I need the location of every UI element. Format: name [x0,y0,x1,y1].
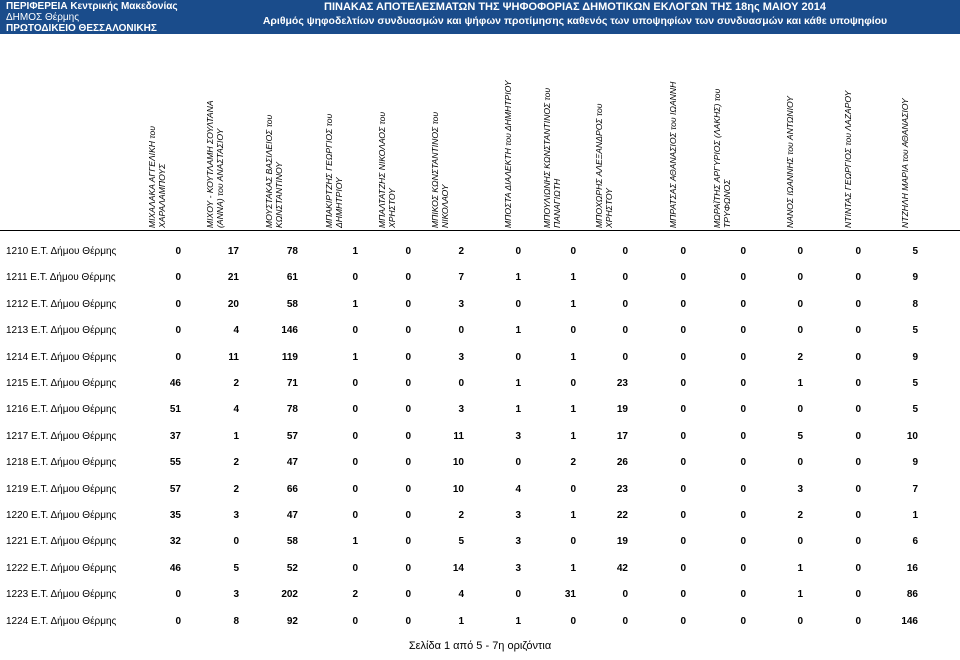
vote-count-cell: 51 [169,404,181,416]
vote-count-cell: 0 [458,378,464,389]
vote-count-cell: 0 [233,536,239,548]
vote-count-cell: 17 [616,430,628,442]
vote-count-cell: 17 [227,246,239,257]
vote-count-cell: 1 [233,430,239,442]
vote-count-cell: 0 [352,457,358,469]
polling-station-label: 1224 Ε.Τ. Δήμου Θέρμης [6,615,117,627]
vote-count-cell: 0 [855,483,861,495]
vote-count-cell: 0 [570,246,576,257]
candidate-name-line1: ΝΤΙΝΤΑΣ ΓΕΩΡΓΙΟΣ του ΛΑΖΑΡΟΥ [843,90,853,228]
vote-count-cell: 0 [175,272,181,284]
vote-count-cell: 0 [515,351,521,363]
vote-count-cell: 4 [458,589,464,601]
vote-count-cell: 0 [622,298,628,310]
candidate-header [542,34,560,230]
vote-count-cell: 0 [352,378,358,389]
vote-count-cell: 0 [352,404,358,416]
vote-count-cell: 0 [352,615,358,627]
vote-count-cell: 0 [405,536,411,548]
candidate-header [377,34,395,230]
polling-station-label: 1221 Ε.Τ. Δήμου Θέρμης [6,536,117,548]
vote-count-cell: 35 [169,510,181,521]
vote-count-cell: 146 [901,615,918,627]
vote-count-cell: 0 [352,325,358,337]
vote-count-cell: 0 [405,272,411,284]
vote-count-cell: 9 [912,351,918,363]
vote-count-cell: 0 [797,615,803,627]
vote-count-cell: 5 [458,536,464,548]
vote-count-cell: 0 [405,325,411,337]
vote-count-cell: 0 [680,589,686,601]
vote-count-cell: 0 [570,325,576,337]
header-bar [0,0,960,34]
vote-count-cell: 0 [680,562,686,574]
vote-count-cell: 3 [515,536,521,548]
vote-count-cell: 3 [515,430,521,442]
vote-count-cell: 0 [855,510,861,521]
vote-count-cell: 0 [740,351,746,363]
candidate-name-line2: ΤΡΥΦΩΝΟΣ [722,179,732,228]
candidate-header [775,34,793,230]
vote-count-cell: 0 [855,536,861,548]
vote-count-cell: 31 [564,589,576,601]
vote-count-cell: 0 [175,615,181,627]
vote-count-cell: 0 [680,325,686,337]
vote-count-cell: 2 [570,457,576,469]
header-divider [0,230,960,231]
candidate-name-line1: ΜΠΙΚΟΣ ΚΩΝΣΤΑΝΤΙΝΟΣ του [430,111,440,228]
vote-count-cell: 0 [405,562,411,574]
vote-count-cell: 4 [233,325,239,337]
vote-count-cell: 2 [797,351,803,363]
vote-count-cell: 0 [622,589,628,601]
page-footer: Σελίδα 1 από 5 - 7η οριζόντια [408,640,552,652]
table-row [0,529,960,555]
vote-count-cell: 0 [740,325,746,337]
vote-count-cell: 26 [616,457,628,469]
vote-count-cell: 22 [616,510,628,521]
candidate-header [147,34,165,230]
vote-count-cell: 0 [740,510,746,521]
vote-count-cell: 9 [912,272,918,284]
vote-count-cell: 23 [616,483,628,495]
vote-count-cell: 1 [515,404,521,416]
vote-count-cell: 19 [616,536,628,548]
vote-count-cell: 0 [570,536,576,548]
candidate-name-line1: ΜΟΥΣΤΑΚΑΣ ΒΑΣΙΛΕΙΟΣ του [264,114,274,228]
vote-count-cell: 5 [912,325,918,337]
vote-count-cell: 0 [570,483,576,495]
vote-count-cell: 3 [458,298,464,310]
candidate-name-line2: ΝΙΚΟΛΑΟΥ [440,184,450,228]
vote-count-cell: 9 [912,457,918,469]
vote-count-cell: 2 [458,510,464,521]
vote-count-cell: 0 [740,615,746,627]
vote-count-cell: 2 [797,510,803,521]
vote-count-cell: 0 [740,430,746,442]
vote-count-cell: 0 [175,351,181,363]
vote-count-cell: 0 [515,457,521,469]
vote-count-cell: 7 [912,483,918,495]
vote-count-cell: 0 [740,298,746,310]
vote-count-cell: 0 [740,404,746,416]
table-row [0,556,960,582]
table-row [0,292,960,318]
vote-count-cell: 5 [233,562,239,574]
candidate-name-line2: (ΑΝΝΑ) του ΑΝΑΣΤΑΣΙΟΥ [215,128,225,228]
polling-station-label: 1216 Ε.Τ. Δήμου Θέρμης [6,404,117,416]
vote-count-cell: 0 [740,562,746,574]
vote-count-cell: 0 [175,246,181,257]
vote-count-cell: 1 [797,589,803,601]
candidate-header [890,34,908,230]
table-row [0,371,960,397]
vote-count-cell: 21 [227,272,239,284]
vote-count-cell: 0 [855,378,861,389]
vote-count-cell: 0 [855,351,861,363]
vote-count-cell: 0 [458,325,464,337]
vote-count-cell: 0 [797,298,803,310]
vote-count-cell: 2 [233,457,239,469]
vote-count-cell: 11 [228,351,239,363]
vote-count-cell: 1 [570,351,576,363]
vote-count-cell: 0 [740,246,746,257]
vote-count-cell: 8 [912,298,918,310]
vote-count-cell: 0 [797,246,803,257]
vote-count-cell: 0 [515,589,521,601]
polling-station-label: 1219 Ε.Τ. Δήμου Θέρμης [6,483,117,495]
vote-count-cell: 66 [286,483,298,495]
table-row [0,318,960,344]
vote-count-cell: 3 [515,562,521,574]
vote-count-cell: 42 [616,562,628,574]
vote-count-cell: 47 [286,510,298,521]
vote-count-cell: 7 [458,272,464,284]
candidate-header [264,34,282,230]
table-row [0,345,960,371]
vote-count-cell: 2 [458,246,464,257]
vote-count-cell: 19 [616,404,628,416]
candidate-name-line1: ΜΙΧΟΥ - ΚΟΥΤΛΑΜΗ ΣΟΥΛΤΑΝΑ [205,100,215,228]
vote-count-cell: 2 [352,589,358,601]
candidate-name-line1: ΜΠΡΑΤΣΑΣ ΑΘΑΝΑΣΙΟΣ του ΙΩΑΝΝΗ [668,81,678,228]
vote-count-cell: 3 [797,483,803,495]
polling-station-label: 1223 Ε.Τ. Δήμου Θέρμης [6,589,117,601]
vote-count-cell: 0 [740,536,746,548]
vote-count-cell: 58 [286,298,298,310]
vote-count-cell: 0 [175,298,181,310]
candidate-name-line1: ΜΠΟΥΛΙΩΝΗΣ ΚΩΝΣΤΑΝΤΙΝΟΣ του [542,87,552,228]
vote-count-cell: 0 [405,404,411,416]
vote-count-cell: 0 [740,483,746,495]
candidate-header [324,34,342,230]
vote-count-cell: 0 [680,430,686,442]
vote-count-cell: 0 [405,589,411,601]
vote-count-cell: 1 [515,272,521,284]
vote-count-cell: 0 [622,615,628,627]
vote-count-cell: 46 [169,378,181,389]
candidate-name-line2: ΔΗΜΗΤΡΙΟΥ [334,177,344,228]
candidate-name-line2: ΧΡΗΣΤΟΥ [604,188,614,228]
vote-count-cell: 0 [405,615,411,627]
candidate-name-line2: ΠΑΝΑΓΙΩΤΗ [552,178,562,228]
vote-count-cell: 5 [912,378,918,389]
vote-count-cell: 52 [286,562,298,574]
vote-count-cell: 0 [405,378,411,389]
vote-count-cell: 92 [286,615,298,627]
vote-count-cell: 0 [622,351,628,363]
vote-count-cell: 1 [458,615,464,627]
candidate-name-line1: ΜΩΡΑΪΤΗΣ ΑΡΓΥΡΙΟΣ (ΛΑΚΗΣ) του [712,88,722,228]
candidate-name-line2: ΧΑΡΑΛΑΜΠΟΥΣ [157,163,167,228]
polling-station-label: 1215 Ε.Τ. Δήμου Θέρμης [6,378,117,389]
vote-count-cell: 78 [286,246,298,257]
polling-station-label: 1212 Ε.Τ. Δήμου Θέρμης [6,298,117,310]
table-row [0,477,960,503]
vote-count-cell: 4 [233,404,239,416]
vote-count-cell: 1 [352,246,358,257]
vote-count-cell: 46 [169,562,181,574]
vote-count-cell: 0 [405,457,411,469]
candidate-name-line1: ΜΠΑΚΙΡΤΖΗΣ ΓΕΩΡΓΙΟΣ του [324,113,334,228]
table-row [0,397,960,423]
vote-count-cell: 2 [233,483,239,495]
vote-count-cell: 1 [570,510,576,521]
table-row [0,450,960,476]
candidate-header-row [0,34,960,230]
candidate-name-line1: ΜΠΟΣΤΑ ΔΙΑΛΕΚΤΗ του ΔΗΜΗΤΡΙΟΥ [503,80,513,228]
vote-count-cell: 0 [855,298,861,310]
vote-count-cell: 0 [405,246,411,257]
vote-count-cell: 55 [169,457,181,469]
vote-count-cell: 0 [855,430,861,442]
candidate-header [712,34,730,230]
table-row [0,609,960,635]
vote-count-cell: 0 [680,483,686,495]
vote-count-cell: 3 [458,351,464,363]
vote-count-cell: 86 [906,589,918,601]
vote-count-cell: 0 [680,298,686,310]
vote-count-cell: 0 [175,325,181,337]
vote-count-cell: 0 [797,404,803,416]
vote-count-cell: 0 [680,404,686,416]
polling-station-label: 1210 Ε.Τ. Δήμου Θέρμης [6,246,117,257]
vote-count-cell: 2 [233,378,239,389]
vote-count-cell: 1 [570,272,576,284]
vote-count-cell: 5 [912,404,918,416]
vote-count-cell: 0 [680,272,686,284]
vote-count-cell: 0 [797,272,803,284]
candidate-name-line1: ΜΠΑΛΤΑΤΖΗΣ ΝΙΚΟΛΑΟΣ του [377,111,387,228]
polling-station-label: 1217 Ε.Τ. Δήμου Θέρμης [6,430,117,442]
vote-count-cell: 3 [233,589,239,601]
candidate-name-line2: ΧΡΗΣΤΟΥ [387,188,397,228]
table-row [0,239,960,265]
vote-count-cell: 1 [515,378,521,389]
vote-count-cell: 0 [855,615,861,627]
page-subtitle: Αριθμός ψηφοδελτίων συνδυασμών και ψήφων προτίμησης καθενός των υποψηφίων των συνδυασμών και κάθε υποψηφίου [262,15,888,27]
vote-count-cell: 78 [286,404,298,416]
vote-count-cell: 0 [855,562,861,574]
vote-count-cell: 1 [570,430,576,442]
vote-count-cell: 1 [352,298,358,310]
page-title: ΠΙΝΑΚΑΣ ΑΠΟΤΕΛΕΣΜΑΤΩΝ ΤΗΣ ΨΗΦΟΦΟΡΙΑΣ ΔΗΜΟΤΙΚΩΝ ΕΚΛΟΓΩΝ ΤΗΣ 18ης ΜΑΙΟΥ 2014 [324,1,826,13]
region-name: ΠΕΡΙΦΕΡΕΙΑ Κεντρικής Μακεδονίας [6,1,178,12]
polling-station-label: 1211 Ε.Τ. Δήμου Θέρμης [6,272,116,284]
candidate-name-line1: ΜΙΧΑΛΑΚΑ ΑΓΓΕΛΙΚΗ του [147,126,157,228]
vote-count-cell: 0 [622,246,628,257]
vote-count-cell: 0 [352,272,358,284]
vote-count-cell: 0 [680,615,686,627]
vote-count-cell: 1 [352,351,358,363]
vote-count-cell: 0 [680,246,686,257]
vote-count-cell: 47 [286,457,298,469]
vote-count-cell: 0 [855,272,861,284]
vote-count-cell: 1 [570,404,576,416]
vote-count-cell: 11 [453,430,464,442]
vote-count-cell: 0 [680,510,686,521]
vote-count-cell: 202 [281,589,298,601]
vote-count-cell: 1 [570,562,576,574]
vote-count-cell: 0 [855,404,861,416]
candidate-name-line1: ΝΑΝΟΣ ΙΩΑΝΝΗΣ του ΑΝΤΩΝΙΟΥ [785,96,795,228]
vote-count-cell: 14 [452,562,464,574]
vote-count-cell: 0 [515,246,521,257]
table-row [0,265,960,291]
vote-count-cell: 3 [515,510,521,521]
vote-count-cell: 0 [855,457,861,469]
vote-count-cell: 0 [680,457,686,469]
candidate-header [205,34,223,230]
vote-count-cell: 1 [570,298,576,310]
vote-count-cell: 8 [233,615,239,627]
vote-count-cell: 146 [281,325,298,337]
vote-count-cell: 0 [405,351,411,363]
vote-count-cell: 0 [680,351,686,363]
vote-count-cell: 5 [912,246,918,257]
vote-count-cell: 0 [740,457,746,469]
candidate-name-line1: ΜΠΟΧΩΡΗΣ ΑΛΕΞΑΝΔΡΟΣ του [594,103,604,228]
vote-count-cell: 10 [452,483,464,495]
table-row [0,424,960,450]
vote-count-cell: 16 [906,562,918,574]
vote-count-cell: 1 [912,510,918,521]
vote-count-cell: 119 [281,351,298,363]
vote-count-cell: 10 [452,457,464,469]
vote-count-cell: 1 [797,378,803,389]
polling-station-label: 1218 Ε.Τ. Δήμου Θέρμης [6,457,117,469]
vote-count-cell: 1 [352,536,358,548]
polling-station-label: 1220 Ε.Τ. Δήμου Θέρμης [6,510,117,521]
vote-count-cell: 0 [405,483,411,495]
vote-count-cell: 3 [458,404,464,416]
table-row [0,582,960,608]
vote-count-cell: 1 [515,325,521,337]
vote-count-cell: 0 [515,298,521,310]
polling-station-label: 1213 Ε.Τ. Δήμου Θέρμης [6,325,117,337]
candidate-name-line2: ΚΩΝΣΤΑΝΤΙΝΟΥ [274,162,284,228]
vote-count-cell: 0 [352,562,358,574]
vote-count-cell: 0 [855,325,861,337]
vote-count-cell: 4 [515,483,521,495]
table-row [0,503,960,529]
vote-count-cell: 0 [405,510,411,521]
vote-count-cell: 20 [227,298,239,310]
vote-count-cell: 71 [286,378,298,389]
vote-count-cell: 0 [570,615,576,627]
vote-count-cell: 0 [855,246,861,257]
candidate-header [430,34,448,230]
candidate-header [594,34,612,230]
vote-count-cell: 0 [680,378,686,389]
vote-count-cell: 57 [169,483,181,495]
court-name: ΠΡΩΤΟΔΙΚΕΙΟ ΘΕΣΣΑΛΟΝΙΚΗΣ [6,23,157,34]
candidate-header [833,34,851,230]
vote-count-cell: 3 [233,510,239,521]
polling-station-label: 1214 Ε.Τ. Δήμου Θέρμης [6,351,117,363]
vote-count-cell: 37 [169,430,181,442]
vote-count-cell: 0 [740,272,746,284]
vote-count-cell: 0 [622,325,628,337]
municipality-name: ΔΗΜΟΣ Θέρμης [6,12,80,23]
vote-count-cell: 23 [616,378,628,389]
vote-count-cell: 0 [797,325,803,337]
vote-count-cell: 1 [515,615,521,627]
vote-count-cell: 0 [740,589,746,601]
vote-count-cell: 0 [175,589,181,601]
vote-count-cell: 61 [286,272,298,284]
candidate-header [493,34,511,230]
candidate-name-line1: ΝΤΖΗΛΗ ΜΑΡΙΑ του ΑΘΑΝΑΣΙΟΥ [900,98,910,228]
vote-count-cell: 32 [169,536,181,548]
vote-count-cell: 0 [352,510,358,521]
polling-station-label: 1222 Ε.Τ. Δήμου Θέρμης [6,562,117,574]
vote-count-cell: 1 [797,562,803,574]
vote-count-cell: 0 [352,483,358,495]
vote-count-cell: 0 [352,430,358,442]
vote-count-cell: 58 [286,536,298,548]
vote-count-cell: 0 [740,378,746,389]
candidate-header [658,34,676,230]
vote-count-cell: 0 [855,589,861,601]
vote-count-cell: 0 [622,272,628,284]
vote-count-cell: 5 [797,430,803,442]
vote-count-cell: 57 [286,430,298,442]
vote-count-cell: 0 [797,536,803,548]
vote-count-cell: 0 [797,457,803,469]
vote-count-cell: 0 [680,536,686,548]
vote-count-cell: 0 [570,378,576,389]
vote-count-cell: 0 [405,430,411,442]
vote-count-cell: 6 [912,536,918,548]
vote-count-cell: 0 [405,298,411,310]
vote-count-cell: 10 [906,430,918,442]
